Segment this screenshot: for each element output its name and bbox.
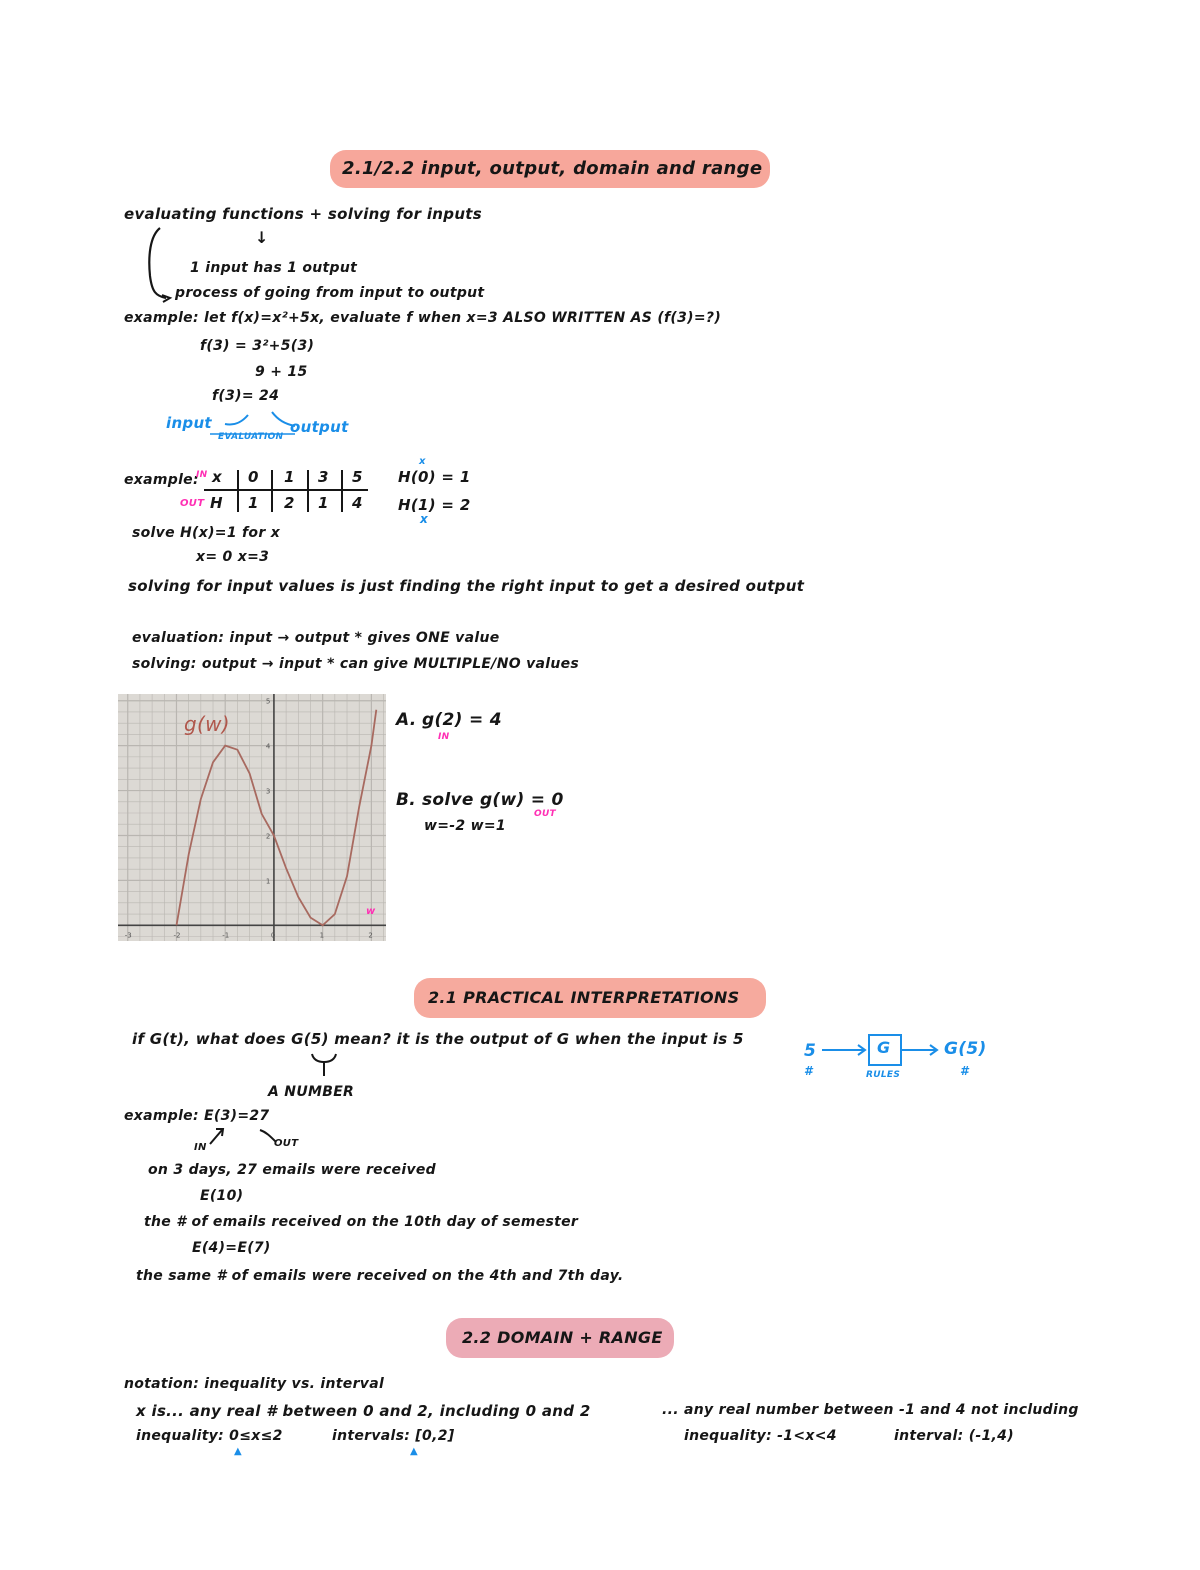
graph-photo xyxy=(118,694,386,941)
question-b-out: OUT xyxy=(534,809,556,819)
graph-axis-annotation: w xyxy=(366,906,376,917)
table-row-2: 2 xyxy=(284,494,295,512)
y-tick-label: 1 xyxy=(265,877,271,886)
graph-handwritten-label: g(w) xyxy=(184,712,230,736)
blue-mark-2: ▲ xyxy=(410,1446,418,1457)
x-tick-label: -2 xyxy=(173,931,181,940)
x-tick-label: -1 xyxy=(222,931,230,940)
example1-step3: f(3)= 24 xyxy=(212,388,280,404)
example1-line: example: let f(x)=x²+5x, evaluate f when x=3 ALSO WRITTEN AS (f(3)=?) xyxy=(124,310,722,326)
note-process: process of going from input to output xyxy=(175,285,485,301)
question-a-in: IN xyxy=(438,732,450,742)
h-of-1: H(1) = 2 xyxy=(398,496,471,514)
evaluation-line: evaluation: input → output * gives ONE value xyxy=(132,630,500,646)
output-annotation: output xyxy=(290,418,349,436)
table-in-label: IN xyxy=(196,470,208,480)
g-curve xyxy=(177,710,377,926)
h-of-0: H(0) = 1 xyxy=(398,468,471,486)
example1-step2: 9 + 15 xyxy=(255,364,308,380)
diagram-rules: RULES xyxy=(866,1070,901,1080)
y-tick-label: 4 xyxy=(265,742,271,751)
x-tick-label: 0 xyxy=(270,931,276,940)
in-label: IN xyxy=(194,1142,207,1153)
question-b-answer: w=-2 w=1 xyxy=(424,818,506,834)
practical-e10: E(10) xyxy=(200,1188,244,1204)
section2-title: 2.1 PRACTICAL INTERPRETATIONS xyxy=(428,988,740,1007)
down-arrow: ↓ xyxy=(255,228,269,247)
practical-line3: the same # of emails were received on the 4th and 7th day. xyxy=(136,1268,624,1284)
practical-question: if G(t), what does G(5) mean? it is the output of G when the input is 5 xyxy=(132,1030,744,1048)
diagram-output: G(5) xyxy=(944,1039,987,1059)
y-tick-label: 2 xyxy=(265,832,271,841)
example1-step1: f(3) = 3²+5(3) xyxy=(200,338,315,354)
evaluation-annotation: EVALUATION xyxy=(218,432,284,442)
practical-example: example: E(3)=27 xyxy=(124,1108,270,1124)
table-header-3: 3 xyxy=(318,468,329,486)
diagram-input: 5 xyxy=(804,1041,817,1061)
practical-e4e7: E(4)=E(7) xyxy=(192,1240,271,1256)
x-tick-label: 2 xyxy=(368,931,373,940)
right-interval: interval: (-1,4) xyxy=(894,1428,1014,1444)
a-number-label: A NUMBER xyxy=(268,1084,355,1100)
table-header-0: x xyxy=(212,468,222,486)
x-mark-top: x xyxy=(419,456,426,467)
blue-mark-1: ▲ xyxy=(234,1446,242,1457)
out-label: OUT xyxy=(274,1138,299,1149)
solve-line: solve H(x)=1 for x xyxy=(132,525,281,541)
left-inequality: inequality: 0≤x≤2 xyxy=(136,1428,283,1444)
x-mark-bottom: x xyxy=(420,512,429,526)
practical-line2: the # of emails received on the 10th day of semester xyxy=(144,1214,579,1230)
x-tick-label: -3 xyxy=(124,931,132,940)
section1-title: 2.1/2.2 input, output, domain and range xyxy=(342,158,763,179)
table-row-1: 1 xyxy=(248,494,259,512)
right-definition: ... any real number between -1 and 4 not including xyxy=(662,1402,1079,1418)
intro-line: evaluating functions + solving for inputs xyxy=(124,205,482,223)
practical-line1: on 3 days, 27 emails were received xyxy=(148,1162,436,1178)
example2-label: example: xyxy=(124,472,199,488)
table-row-0: H xyxy=(210,494,223,512)
diagram-box-label: G xyxy=(877,1038,891,1057)
y-tick-label: 3 xyxy=(265,787,271,796)
notation-line: notation: inequality vs. interval xyxy=(124,1376,385,1392)
table-header-2: 1 xyxy=(284,468,295,486)
input-annotation: input xyxy=(166,414,212,432)
solving-line: solving: output → input * can give MULTIPLE/NO values xyxy=(132,656,580,672)
note-one-input: 1 input has 1 output xyxy=(190,260,358,276)
table-out-label: OUT xyxy=(180,498,205,509)
table-header-1: 0 xyxy=(248,468,259,486)
section3-title: 2.2 DOMAIN + RANGE xyxy=(462,1328,663,1347)
table-row-4: 4 xyxy=(352,494,363,512)
table-header-4: 5 xyxy=(352,468,363,486)
g-of-w-chart xyxy=(118,694,386,941)
question-b-text: solve g(w) = 0 xyxy=(422,790,564,810)
x-tick-label: 1 xyxy=(319,931,325,940)
question-a-label: A. xyxy=(396,710,417,730)
left-definition: x is... any real # between 0 and 2, including 0 and 2 xyxy=(136,1402,591,1420)
solve-answer: x= 0 x=3 xyxy=(196,549,270,565)
diagram-hash-left: # xyxy=(804,1064,813,1078)
y-tick-label: 5 xyxy=(265,697,271,706)
question-a-text: g(2) = 4 xyxy=(422,710,502,730)
a-number-brace xyxy=(310,1050,340,1080)
solving-note: solving for input values is just finding the right input to get a desired output xyxy=(128,577,805,595)
question-b-label: B. xyxy=(396,790,417,810)
right-inequality: inequality: -1<x<4 xyxy=(684,1428,837,1444)
table-row-3: 1 xyxy=(318,494,329,512)
left-interval: intervals: [0,2] xyxy=(332,1428,455,1444)
diagram-hash-right: # xyxy=(960,1064,969,1078)
